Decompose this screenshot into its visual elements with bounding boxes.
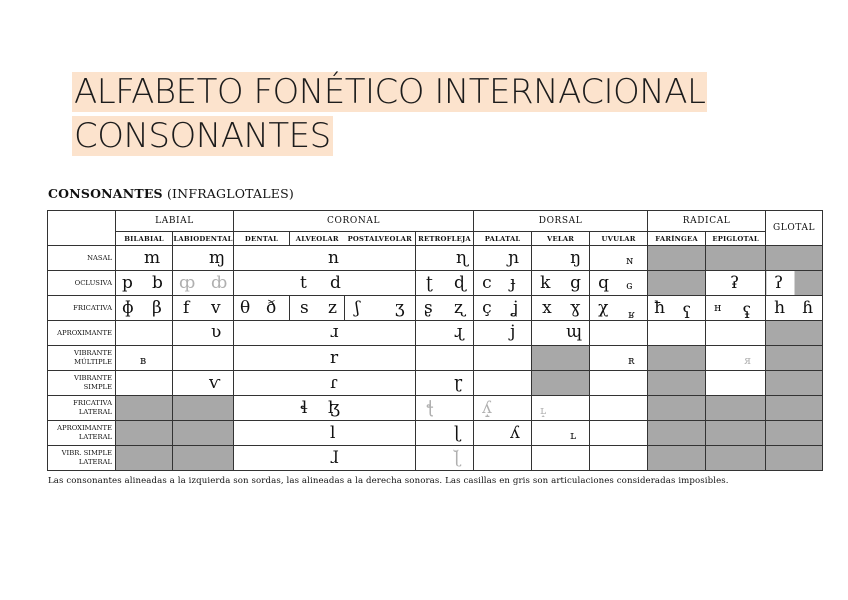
row-aproximante-lateral [48, 421, 823, 446]
ipa-symbol: l [330, 423, 336, 443]
manner-line-2: LATERAL [78, 433, 112, 441]
ipa-symbol: ʜ [714, 301, 722, 314]
impossible-cell [766, 421, 823, 446]
ipa-symbol: ç [482, 298, 492, 318]
row-vibrante-simple [48, 371, 823, 396]
manner-line-2: LATERAL [78, 408, 112, 416]
place-postalveolar: POSTALVEOLAR [345, 232, 416, 246]
ipa-symbol: ɟ [510, 273, 516, 293]
manner-line-2: LATERAL [78, 458, 112, 466]
impossible-cell [706, 421, 766, 446]
ipa-symbol: ɭ̆ [454, 448, 461, 468]
manner-line-2: SIMPLE [83, 383, 112, 391]
place-palatal: PALATAL [474, 232, 532, 246]
ipa-symbol: ɴ [626, 254, 634, 267]
table-caption [48, 186, 294, 201]
place-uvular: UVULAR [590, 232, 648, 246]
ipa-symbol: ɭ [454, 423, 461, 443]
footnote: Las consonantes alineadas a la izquierda son sordas, las alineadas a la derecha sonoras. Las casillas en gris son articulaciones consideradas imposibles. [48, 476, 729, 486]
ipa-symbol: r [330, 348, 339, 368]
ipa-symbol: c [482, 273, 492, 293]
ipa-symbol: q [598, 273, 609, 293]
manner-vibrante-simple-lateral [48, 446, 116, 471]
impossible-cell [173, 446, 234, 471]
caption-rest: (INFRAGLOTALES) [162, 186, 294, 201]
ipa-symbol: p [122, 273, 133, 293]
ipa-symbol: s [300, 298, 309, 318]
manner-line-1: VIBRANTE [73, 349, 112, 357]
ipa-symbol: j [510, 322, 516, 342]
ipa-symbol: β [152, 298, 162, 318]
ipa-symbol: ʂ [424, 298, 433, 318]
group-header-row [48, 211, 823, 232]
row-fricativa-lateral [48, 396, 823, 421]
manner-line-1: VIBRANTE [73, 374, 112, 382]
ipa-symbol: f [183, 298, 190, 318]
impossible-cell [648, 246, 706, 271]
impossible-cell [706, 396, 766, 421]
manner-vibrante-simple [48, 371, 116, 396]
place-header-row [48, 232, 823, 246]
ipa-symbol: ⱱ [209, 373, 221, 393]
ipa-symbol: ð [266, 298, 277, 318]
ipa-consonant-table [47, 210, 823, 471]
ipa-symbol: ʁ [628, 308, 635, 321]
impossible-cell [648, 421, 706, 446]
title-block [72, 72, 707, 160]
ipa-symbol: ɦ [802, 298, 814, 318]
ipa-symbol: h [774, 298, 786, 318]
row-vibrante-simple-lateral [48, 446, 823, 471]
place-epiglotal: EPIGLOTAL [706, 232, 766, 246]
ipa-symbol: b [152, 273, 163, 293]
ipa-symbol: ʡ [730, 273, 740, 293]
ipa-symbol: v [211, 298, 221, 318]
place-retrofleja: RETROFLEJA [416, 232, 474, 246]
ipa-symbol: ɽ [454, 373, 463, 393]
place-alveolar: ALVEOLAR [290, 232, 345, 246]
row-aproximante [48, 321, 823, 346]
manner-oclusiva: OCLUSIVA [48, 271, 116, 296]
impossible-cell [706, 446, 766, 471]
ipa-symbol: n [328, 248, 339, 268]
ipa-symbol: ʋ [211, 322, 222, 342]
ipa-symbol: θ [240, 298, 251, 318]
manner-line-1: VIBR. SIMPLE [61, 449, 112, 457]
ipa-symbol: ɲ [508, 248, 520, 268]
impossible-cell [173, 396, 234, 421]
impossible-cell [766, 346, 823, 371]
group-labial: LABIAL [116, 211, 234, 232]
row-oclusiva [48, 271, 823, 296]
ipa-symbol: ɣ [570, 298, 581, 318]
impossible-cell [532, 371, 590, 396]
ipa-symbol: ʟ [570, 429, 577, 442]
ipa-symbol: ʎ̝ [482, 398, 492, 418]
ipa-symbol: ɱ [209, 248, 226, 268]
ipa-symbol: g [570, 273, 581, 293]
ipa-symbol: ʐ [454, 298, 465, 318]
impossible-cell [116, 446, 173, 471]
ipa-symbol: ɹ [330, 322, 339, 342]
manner-line-1: APROXIMANTE [57, 424, 112, 432]
impossible-cell [648, 371, 706, 396]
group-glotal: GLOTAL [766, 211, 823, 246]
impossible-cell [173, 421, 234, 446]
ipa-symbol: ɮ [328, 398, 340, 418]
impossible-cell [706, 246, 766, 271]
ipa-symbol: ȸ [211, 273, 228, 293]
place-velar: VELAR [532, 232, 590, 246]
ipa-symbol: ȹ [179, 273, 196, 293]
ipa-symbol: ɰ [566, 322, 583, 342]
ipa-symbol: ʕ [682, 303, 692, 321]
ipa-symbol: z [328, 298, 337, 318]
ipa-symbol: χ [598, 298, 609, 318]
row-vibrante-multiple [48, 346, 823, 371]
ipa-symbol: ɖ [454, 273, 466, 293]
page-title-line-2: CONSONANTES [74, 116, 331, 156]
ipa-symbol: k [540, 273, 551, 293]
row-nasal [48, 246, 823, 271]
impossible-cell [116, 396, 173, 421]
impossible-cell [766, 396, 823, 421]
ipa-symbol: ɻ [454, 322, 464, 342]
ipa-symbol: ʝ [512, 298, 519, 318]
ipa-symbol: x [542, 298, 552, 318]
ipa-symbol: ʀ [628, 354, 635, 367]
impossible-cell [116, 421, 173, 446]
ipa-symbol: ɸ [122, 298, 134, 318]
page-title-line-1: ALFABETO FONÉTICO INTERNACIONAL [74, 72, 706, 112]
place-faringea: FARÍNGEA [648, 232, 706, 246]
group-dorsal: DORSAL [474, 211, 648, 232]
ipa-symbol: ɬ [300, 398, 308, 418]
impossible-cell [532, 346, 590, 371]
manner-nasal: NASAL [48, 246, 116, 271]
row-fricativa [48, 296, 823, 321]
ipa-symbol: ʃ [355, 298, 360, 318]
impossible-cell [766, 321, 823, 346]
ipa-symbol: t [300, 273, 307, 293]
ipa-symbol: ʟ̝ [540, 404, 547, 417]
manner-aproximante-lateral [48, 421, 116, 446]
ipa-symbol: ʎ [510, 423, 520, 443]
ipa-symbol: ʈ [426, 273, 433, 293]
ipa-symbol: ŋ [570, 248, 582, 268]
ipa-symbol: ɳ [456, 248, 468, 268]
impossible-cell [648, 346, 706, 371]
manner-fricativa: FRICATIVA [48, 296, 116, 321]
ipa-symbol: d [330, 273, 341, 293]
group-coronal: CORONAL [234, 211, 474, 232]
impossible-cell [648, 446, 706, 471]
ipa-symbol: ꞎ [426, 398, 435, 418]
place-labiodental: LABIODENTAL [173, 232, 234, 246]
ipa-symbol: ħ [654, 298, 666, 318]
manner-line-1: FRICATIVA [73, 399, 112, 407]
ipa-symbol: ɾ [330, 373, 338, 393]
manner-vibrante-multiple [48, 346, 116, 371]
impossible-cell [766, 446, 823, 471]
group-radical: RADICAL [648, 211, 766, 232]
manner-aproximante: APROXIMANTE [48, 321, 116, 346]
ipa-symbol: ɢ [626, 279, 633, 292]
ipa-symbol: я [744, 354, 752, 367]
impossible-cell [648, 271, 706, 296]
ipa-symbol: ʔ [774, 273, 784, 293]
ipa-symbol: ʙ [140, 354, 147, 367]
ipa-symbol: ʒ [395, 298, 405, 318]
ipa-symbol: ɺ [330, 448, 339, 468]
place-bilabial: BILABIAL [116, 232, 173, 246]
ipa-symbol: m [144, 248, 161, 268]
caption-bold: CONSONANTES [48, 186, 163, 201]
impossible-cell [648, 396, 706, 421]
impossible-cell [766, 246, 823, 271]
manner-fricativa-lateral [48, 396, 116, 421]
ipa-symbol: ʢ [742, 303, 752, 321]
corner-cell [48, 211, 116, 246]
place-dental: DENTAL [234, 232, 290, 246]
impossible-cell [766, 371, 823, 396]
manner-line-2: MÚLTIPLE [74, 358, 112, 366]
